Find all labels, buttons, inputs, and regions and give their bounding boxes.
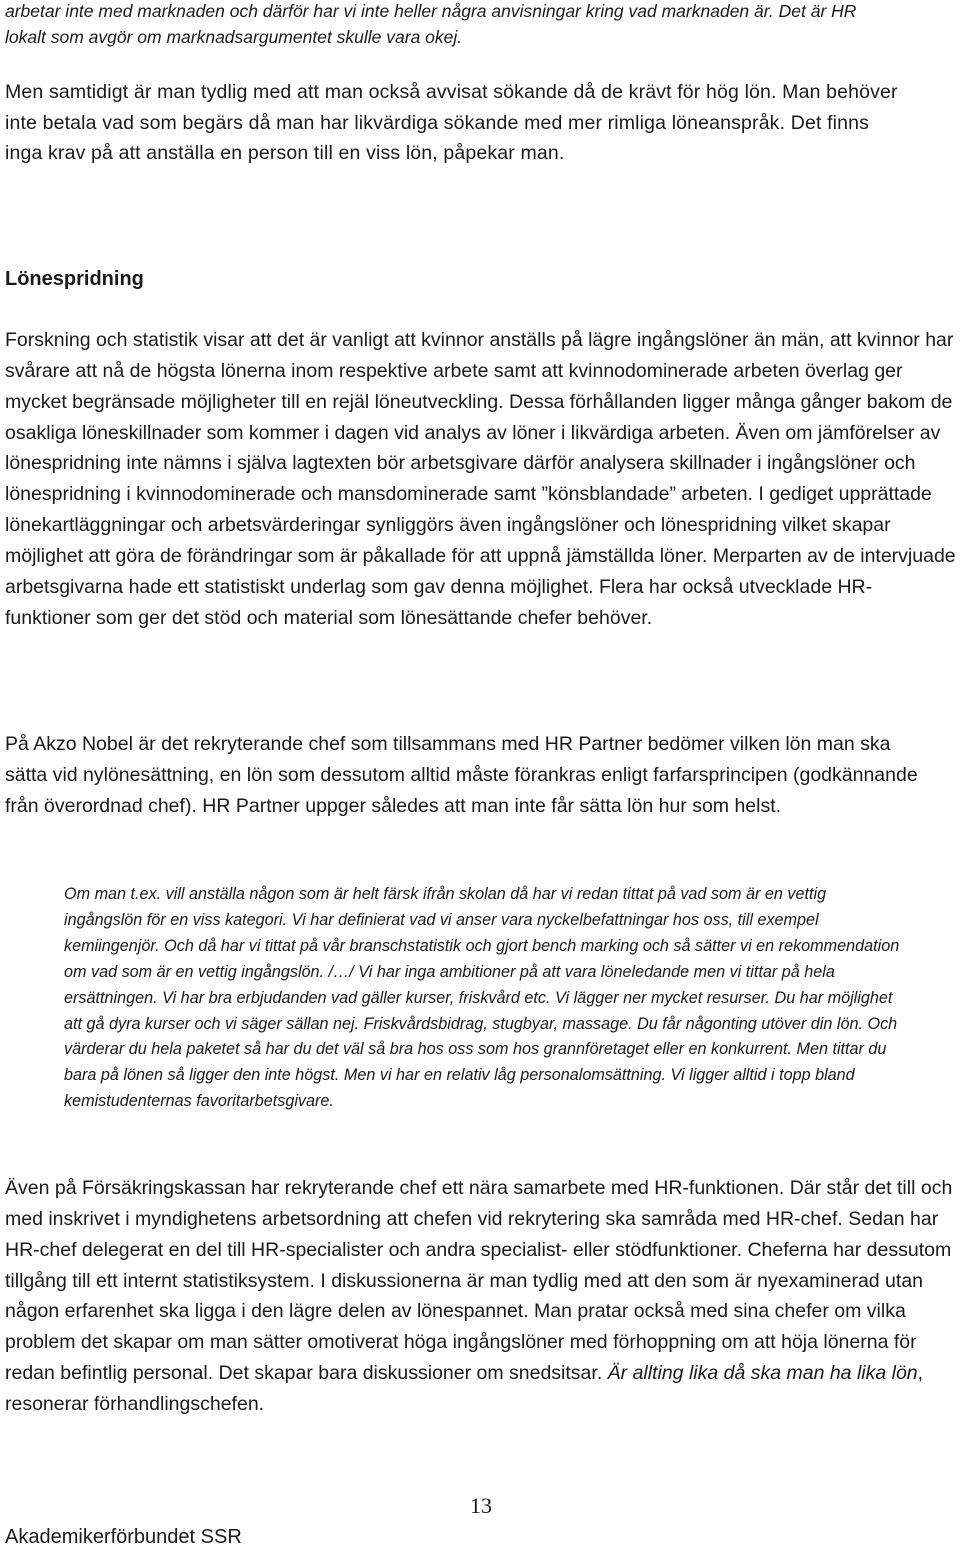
footer-organization: Akademikerförbundet SSR [5, 1526, 242, 1548]
body-paragraph-forsakringskassan [5, 1173, 957, 1420]
intro-paragraph: Men samtidigt är man tydlig med att man också avvisat sökande då de krävt för hög lön. Man behöver inte betala vad som begärs då man har likvärdiga sökande med mer rimliga löneanspråk. Det finns inga krav på att anställa en person till en viss lön, påpekar man. [5, 81, 898, 165]
italic-quote: Är allting lika då ska man ha lika lön [607, 1362, 918, 1385]
quote-continuation: arbetar inte med marknaden och därför har vi inte heller några anvisningar kring vad marknaden är. Det är HR lokalt som avgör om marknadsargumentet skulle vara okej. [5, 1, 857, 47]
paragraph-text: Även på Försäkringskassan har rekryterande chef ett nära samarbete med HR-funktionen. Där står det till och med inskrivet i myndighetens arbetsordning att chefen vid rekrytering ska samråda med HR-chef. Sedan har HR-chef delegerat en del till HR-specialister och andra specialist- eller stödfunktioner. Cheferna har dessutom tillgång till ett internt statistiksystem. I diskussionerna är man tydlig med att den som är nyexaminerad utan någon erfarenhet ska ligga i den lägre delen av lönespannet. Man pratar också med sina chefer om vilka problem det skapar om man sätter omotiverat höga ingångslöner med förhoppning om att höja lönerna för redan befintlig personal. Det skapar bara diskussioner om snedsitsar. [5, 1177, 953, 1385]
body-paragraph-akzo-nobel: På Akzo Nobel är det rekryterande chef som tillsammans med HR Partner bedömer vilken lön man ska sätta vid nylönesättning, en lön som dessutom alltid måste förankras enligt farfarsprincipen (godkännande från överordnad chef). HR Partner uppger således att man inte får sätta lön hur som helst. [5, 733, 918, 817]
body-paragraph-lonespridning: Forskning och statistik visar att det är vanligt att kvinnor anställs på lägre ingångslöner än män, att kvinnor har svårare att nå de högsta lönerna inom respektive arbete samt att kvinnodominerade arbeten överlag ger mycket begränsade möjligheter till en rejäl löneutveckling. Dessa förhållanden ligger många gånger bakom de osakliga löneskillnader som kommer i dagen vid analys av löner i likvärdiga arbeten. Även om jämförelser av lönespridning inte nämns i själva lagtexten bör arbetsgivare därför analysera skillnader i ingångslöner och lönespridning i kvinnodominerade och mansdominerade samt ”könsblandade” arbeten. I gediget upprättade lönekartläggningar och arbetsvärderingar synliggörs även ingångslöner och lönespridning vilket skapar möjlighet att göra de förändringar som är påkallade för att uppnå jämställda löner. Merparten av de intervjuade arbetsgivarna hade ett statistiskt underlag som gav denna möjlighet. Flera har också utvecklade HR-funktioner som ger det stöd och material som lönesättande chefer behöver. [5, 329, 956, 629]
section-heading: Lönespridning [5, 268, 144, 290]
paragraph-text-end: , resonerar förhandlingschefen. [5, 1362, 924, 1415]
interview-quote: Om man t.ex. vill anställa någon som är helt färsk ifrån skolan då har vi redan tittat på vad som är en vettig ingångslön för en viss kategori. Vi har definierat vad vi anser vara nyckelbefattningar hos oss, till exempel kemiingenjör. Och då har vi tittat på vår branschstatistik och gjort bench marking och så sätter vi en rekommendation om vad som är en vettig ingångslön. /…/ Vi har inga ambitioner på att vara löneledande men vi tittar på hela ersättningen. Vi har bra erbjudanden vad gäller kurser, friskvård etc. Vi lägger ner mycket resurser. Du har möjlighet att gå dyra kurser och vi säger sällan nej. Friskvårdsbidrag, stugbyar, massage. Du får någonting utöver din lön. Och värderar du hela paketet så har du det väl så bra hos oss som hos grannföretaget eller en konkurrent. Men tittar du bara på lönen så ligger den inte högst. Men vi har en relativ låg personalomsättning. Vi ligger alltid i topp bland kemistudenternas favoritarbetsgivare. [64, 885, 900, 1111]
page-number: 13 [470, 1493, 492, 1518]
